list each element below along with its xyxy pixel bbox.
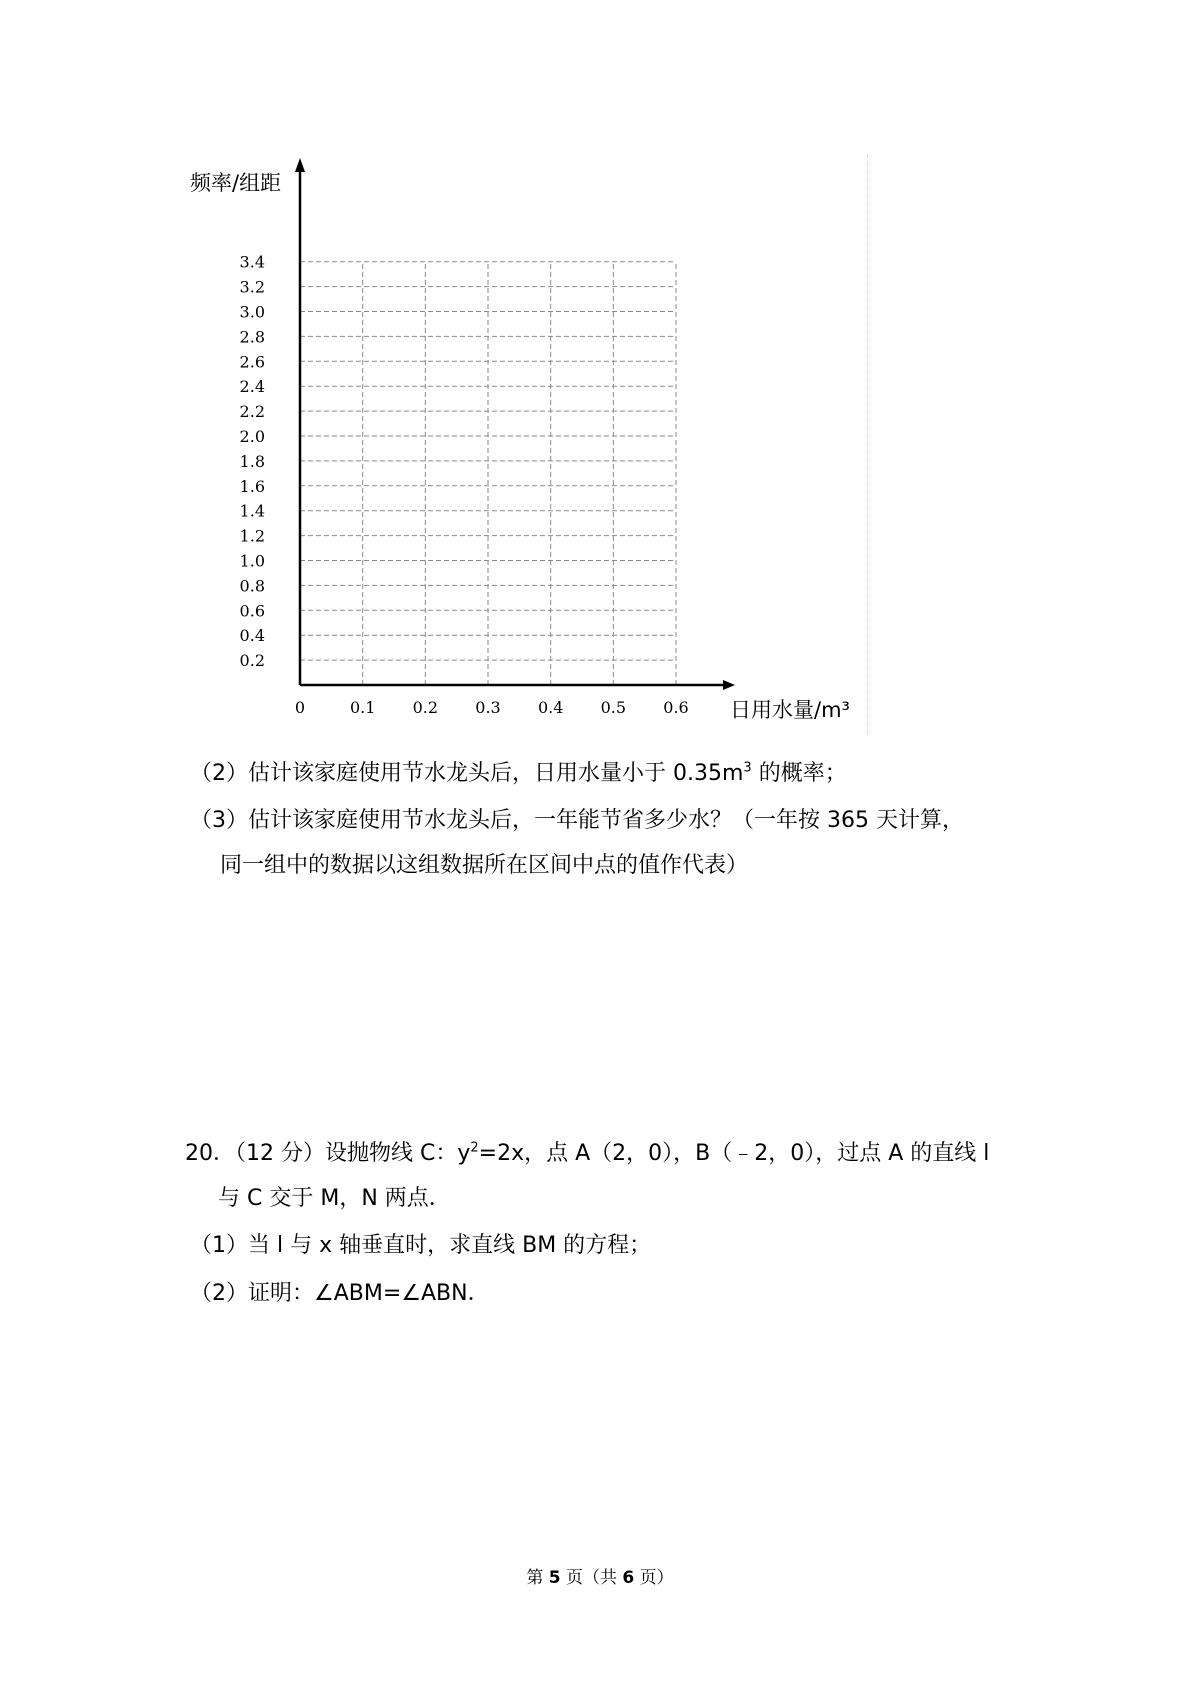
x-axis-label: 日用水量/m³ [730,698,850,722]
q19-part2 [190,759,847,789]
x-tick-label: 0.6 [663,698,689,717]
y-tick-label: 0.4 [239,626,265,646]
footer-page-number: 5 [548,1568,561,1588]
y-tick-label: 1.6 [239,476,265,496]
x-tick-labels [295,698,689,717]
q19-part2-suffix: 的概率； [758,761,847,786]
y-tick-label: 3.0 [239,302,265,322]
q19-part2-sup: 3 [743,760,752,776]
y-tick-label: 0.8 [239,576,265,596]
y-tick-label: 3.4 [239,252,265,272]
x-tick-label: 0.1 [349,698,376,717]
margin-guide-line [867,155,868,735]
y-axis-arrow [295,158,305,172]
q20-part1: （1）当 l 与 x 轴垂直时，求直线 BM 的方程； [190,1233,652,1258]
q20-line1-a: 20．（12 分）设抛物线 C：y [185,1141,471,1166]
q19-part2-value: 0.35m [673,761,744,786]
x-tick-label: 0 [294,698,306,717]
y-tick-label: 3.2 [239,277,265,297]
y-tick-label: 0.6 [239,601,265,621]
footer-mid: 页（共 [566,1568,617,1588]
y-tick-label: 1.4 [239,501,265,521]
footer-post: 页） [639,1568,674,1588]
y-tick-label: 2.4 [239,377,265,397]
q19-part2-prefix: （2）估计该家庭使用节水龙头后，日用水量小于 [190,761,666,786]
y-tick-label: 2.2 [239,402,265,422]
y-tick-label: 2.8 [239,327,265,347]
footer-total-pages: 6 [622,1568,635,1588]
x-axis-arrow [723,680,735,690]
y-tick-label: 1.0 [239,551,265,571]
y-tick-label: 1.2 [239,526,265,546]
y-tick-label: 2.6 [239,352,265,372]
x-tick-label: 0.2 [412,698,439,717]
y-tick-labels [240,253,265,670]
x-tick-label: 0.5 [600,698,627,717]
q20-part2: （2）证明：∠ABM=∠ABN． [190,1281,490,1306]
q19-part3-line2: 同一组中的数据以这组数据所在区间中点的值作代表） [220,853,749,878]
y-tick-label: 2.0 [239,427,265,446]
y-axis-label: 频率/组距 [190,171,282,195]
q20-line1 [185,1139,989,1169]
x-tick-label: 0.4 [537,698,564,717]
chart-grid [300,262,676,685]
frequency-histogram-grid [170,150,870,730]
q20-line2: 与 C 交于 M，N 两点． [218,1186,451,1211]
q20-line1-sup: 2 [470,1140,479,1156]
q20-line1-b: =2x，点 A（2，0），B（﹣2，0），过点 A 的直线 l [478,1141,990,1166]
page-footer [0,1563,1200,1588]
y-tick-label: 0.2 [239,651,265,671]
footer-pre: 第 [526,1568,544,1588]
q19-part3-line1: （3）估计该家庭使用节水龙头后，一年能节省多少水？（一年按 365 天计算， [190,808,964,833]
y-tick-label: 1.8 [239,451,265,471]
x-tick-label: 0.3 [475,698,501,717]
